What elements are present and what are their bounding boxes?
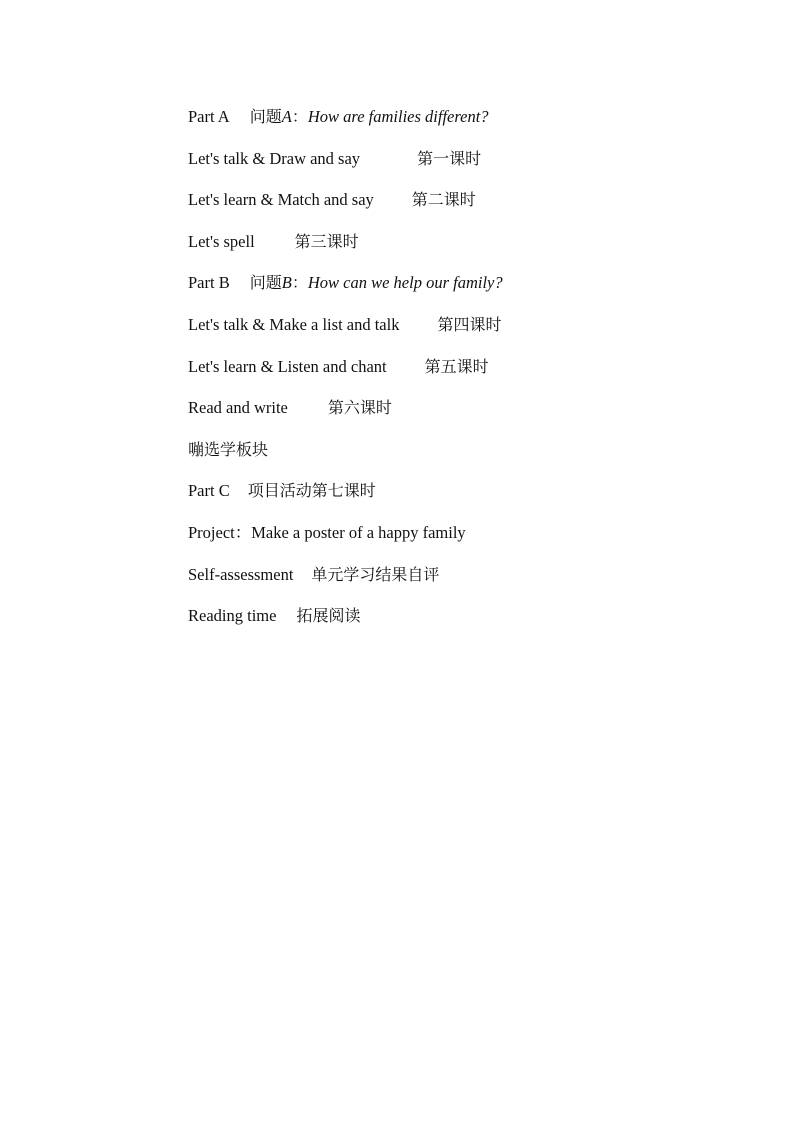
self-assessment-label: Self-assessment (188, 564, 294, 584)
part-a-line (188, 106, 748, 148)
part-c-label: Part C (188, 481, 230, 501)
question-label: 问题 (249, 107, 282, 126)
question-text: How can we help our family? (307, 273, 503, 293)
reading-time-line (188, 605, 748, 647)
part-a-label: Part A (188, 107, 230, 126)
colon: ： (291, 273, 308, 293)
project-text: Project：Make a poster of a happy family (188, 522, 466, 542)
lesson-period: 项目活动第七课时 (247, 481, 376, 501)
elective-label: 嘣选学板块 (188, 439, 269, 459)
project-line (188, 522, 748, 564)
question-label: 问题 (249, 273, 282, 293)
lesson-period: 第五课时 (424, 356, 489, 376)
lesson-period: 第四课时 (437, 314, 502, 334)
lesson-title: Read and write (188, 398, 288, 418)
question-letter: A (281, 107, 292, 126)
lesson-title: Let's learn & Listen and chant (188, 356, 387, 376)
lesson-period: 第六课时 (327, 398, 392, 418)
lesson-title: Let's spell (188, 231, 255, 251)
colon: ： (291, 107, 308, 126)
lesson-period: 第一课时 (417, 148, 482, 168)
reading-time-label: Reading time (188, 606, 277, 626)
part-b-label: Part B (188, 273, 230, 293)
lesson-period: 第三课时 (294, 231, 359, 251)
self-assessment-line (188, 564, 748, 606)
lesson-title: Let's learn & Match and say (188, 190, 374, 210)
elective-heading (188, 439, 748, 481)
lesson-line-2 (188, 189, 748, 231)
question-text: How are families different? (307, 107, 489, 126)
lesson-title: Let's talk & Make a list and talk (188, 314, 400, 334)
document-page (188, 106, 748, 647)
lesson-line-4 (188, 314, 748, 356)
lesson-title: Let's talk & Draw and say (188, 148, 361, 168)
question-letter: B (281, 273, 292, 293)
part-b-line (188, 272, 748, 314)
lesson-line-3 (188, 231, 748, 273)
lesson-period: 第二课时 (411, 190, 476, 210)
lesson-line-6 (188, 397, 748, 439)
reading-time-desc: 拓展阅读 (296, 606, 361, 626)
part-c-line (188, 480, 748, 522)
lesson-line-1 (188, 148, 748, 190)
self-assessment-desc: 单元学习结果自评 (311, 564, 440, 584)
lesson-line-5 (188, 356, 748, 398)
